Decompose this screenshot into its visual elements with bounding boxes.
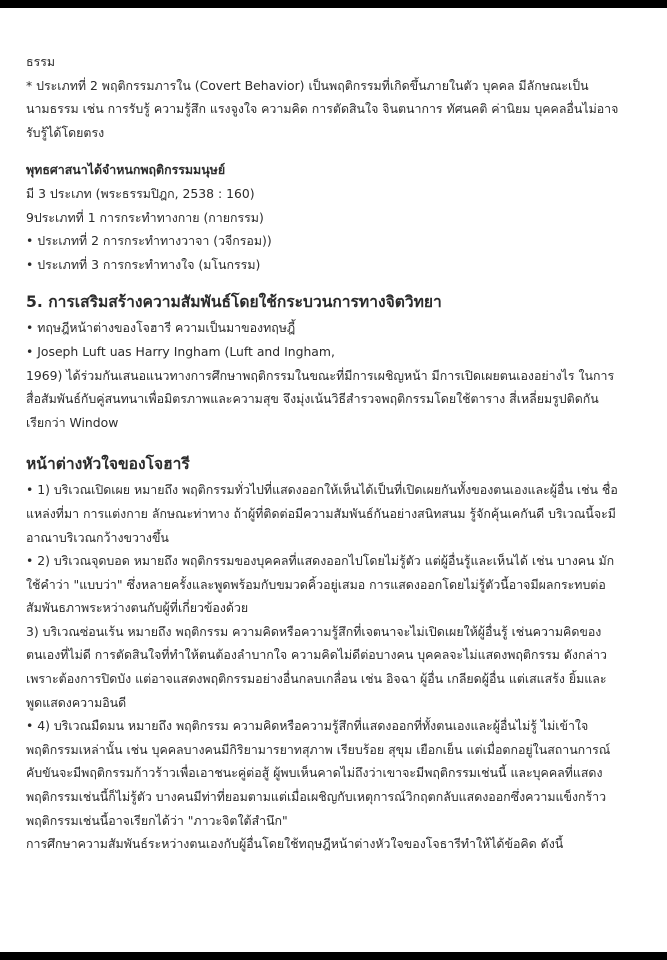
johari-heading: หน้าต่างหัวใจของโจฮารี	[26, 455, 190, 474]
text-line: 1969) ได้ร่วมกันเสนอแนวทางการศึกษาพฤติกรรมในขณะที่มีการเผชิญหน้า มีการเปิดเผยตนเองอย่างไร ในการ	[26, 367, 615, 383]
buddhism-section	[26, 158, 641, 276]
text-line: * ประเภทที่ 2 พฤติกรรมภารใน (Covert Behavior) เป็นพฤติกรรมที่เกิดขึ้นภายในตัว บุคคล มีลักษณะเป็น	[26, 77, 589, 93]
text-line: • ประเภทที่ 2 การกระทำทางวาจา (วจีกรอม))	[26, 233, 272, 249]
text-line: พฤติกรรมเช่นนี้อาจเรียกได้ว่า "ภาวะจิตใต้สำนึก"	[26, 812, 288, 828]
section-5-heading: 5. การเสริมสร้างความสัมพันธ์โดยใช้กระบวนการทางจิตวิทยา	[26, 293, 442, 312]
text-line: คับขันจะมีพฤติกรรมก้าวร้าวเพื่อเอาชนะคู่ต่อสู้ ผู้พบเห็นคาดไม่ถึงว่าเขาจะมีพฤติกรรมเช่นนี้ และบุคคลที่แสดง	[26, 765, 603, 781]
johari-section	[26, 450, 641, 856]
text-line: แหล่งที่มา การแต่งกาย ลักษณะท่าทาง ถ้าผู้ที่ติดต่อมีความสัมพันธ์กันอย่างสนิทสนม รู้จักคุ้นเคกันดี บริเวณนี้จะมี	[26, 505, 616, 521]
text-line: มี 3 ประเภท (พระธรรมปิฎก, 2538 : 160)	[26, 185, 255, 201]
text-line: ตนเองที่ไม่ดี การตัดสินใจที่ทำให้ตนต้องลำบากใจ ความคิดไม่ดีต่อบางคน บุคคลจะไม่แสดงพฤติกรรม ดังกล่าว	[26, 647, 607, 663]
text-line: การศึกษาความสัมพันธ์ระหว่างตนเองกับผู้อื่นโดยใช้ทฤษฎีหน้าต่างหัวใจของโจธารีทำให้ได้ข้อคิด ดังนี้	[26, 836, 564, 852]
text-line: อาณาบริเวณกว้างขวางขึ้น	[26, 529, 169, 545]
text-line: 9ประเภทที่ 1 การกระทำทางกาย (กายกรรม)	[26, 209, 264, 225]
bottom-black-bar	[0, 952, 667, 960]
text-line: • Joseph Luft uas Harry Ingham (Luft and Ingham,	[26, 343, 335, 359]
text-line: 3) บริเวณซ่อนเร้น หมายถึง พฤติกรรม ความคิดหรือความรู้สึกที่เจตนาจะไม่เปิดเผยให้ผู้อื่นรู้ เช่นความคิดของ	[26, 623, 602, 639]
text-line: สัมพันธภาพระหว่างตนกับผู้ที่เกี่ยวข้องด้วย	[26, 600, 249, 616]
text-line: ใช้คำว่า "แบบว่า" ซึ่งหลายครั้งและพูดพร้อมกับขมวดคิ้วอยู่เสมอ การแสดงออกโดยไม่รู้ตัวนี้อาจมีผลกระทบต่อ	[26, 576, 606, 592]
text-line: สื่อสัมพันธ์กับคู่สนทนาเพื่อมิตรภาพและความสุข จึงมุ่งเน้นวิธีสำรวจพฤติกรรมโดยใช้ตาราง สี่เหลี่ยมรูปติดกัน	[26, 391, 599, 407]
text-line: เรียกว่า Window	[26, 414, 119, 430]
text-line: รับรู้ได้โดยตรง	[26, 124, 105, 140]
top-black-bar	[0, 0, 667, 8]
intro-paragraph	[26, 50, 641, 144]
text-line: พฤติกรรมเช่นนี้ก็ไม่รู้ตัว บางคนมีท่าที่ยอมตามแต่เมื่อเผชิญกับเหตุการณ์วิกฤตกลับแสดงออกซึ่งความแข็งกร้าว	[26, 789, 607, 805]
buddhism-heading: พุทธศาสนาได้จำหนกพฤติกรรมมนุษย์	[26, 162, 226, 178]
text-line: • 2) บริเวณจุดบอด หมายถึง พฤติกรรมของบุคคลที่แสดงออกไปโดยไม่รู้ตัว แต่ผู้อื่นรู้และเห็นได้ เช่น บางคน มัก	[26, 553, 615, 569]
text-line: พฤติกรรมเหล่านั้น เช่น บุคคลบางคนมีกิริยามารยาทสุภาพ เรียบร้อย สุขุม เยือกเย็น แต่เมื่อตกอยู่ในสถานการณ์	[26, 741, 611, 757]
text-line: นามธรรม เช่น การรับรู้ ความรู้สึก แรงจูงใจ ความคิด การตัดสินใจ จินตนาการ ทัศนคติ ค่านิยม บุคคลอื่นไม่อาจ	[26, 101, 619, 117]
text-line: เพราะต้องการปิดบัง แต่อาจแสดงพฤติกรรมอย่างอื่นกลบเกลื่อน เช่น อิจฉา ผู้อื่น เกลียดผู้อื่น แต่เสแสร้ง ยิ้มและ	[26, 671, 607, 687]
text-line: • ประเภทที่ 3 การกระทำทางใจ (มโนกรรม)	[26, 256, 261, 272]
section-5	[26, 288, 641, 434]
text-line: • 1) บริเวณเปิดเผย หมายถึง พฤติกรรมทั่วไปที่แสดงออกให้เห็นได้เป็นที่เปิดเผยกันทั้งของตนเองและผู้อื่น เช่น ชื่อ	[26, 482, 618, 498]
document-body	[26, 50, 641, 856]
text-line: • ทฤษฎีหน้าต่างของโจฮารี ความเป็นมาของทฤษฎี้	[26, 320, 296, 336]
text-line: ธรรม	[26, 54, 56, 69]
text-line: • 4) บริเวณมืดมน หมายถึง พฤติกรรม ความคิดหรือความรู้สึกที่แสดงออกที่ทั้งตนเองและผู้อื่นไม่รู้ ไม่เข้าใจ	[26, 718, 589, 734]
text-line: พูดแสดงความอินดี	[26, 694, 127, 710]
